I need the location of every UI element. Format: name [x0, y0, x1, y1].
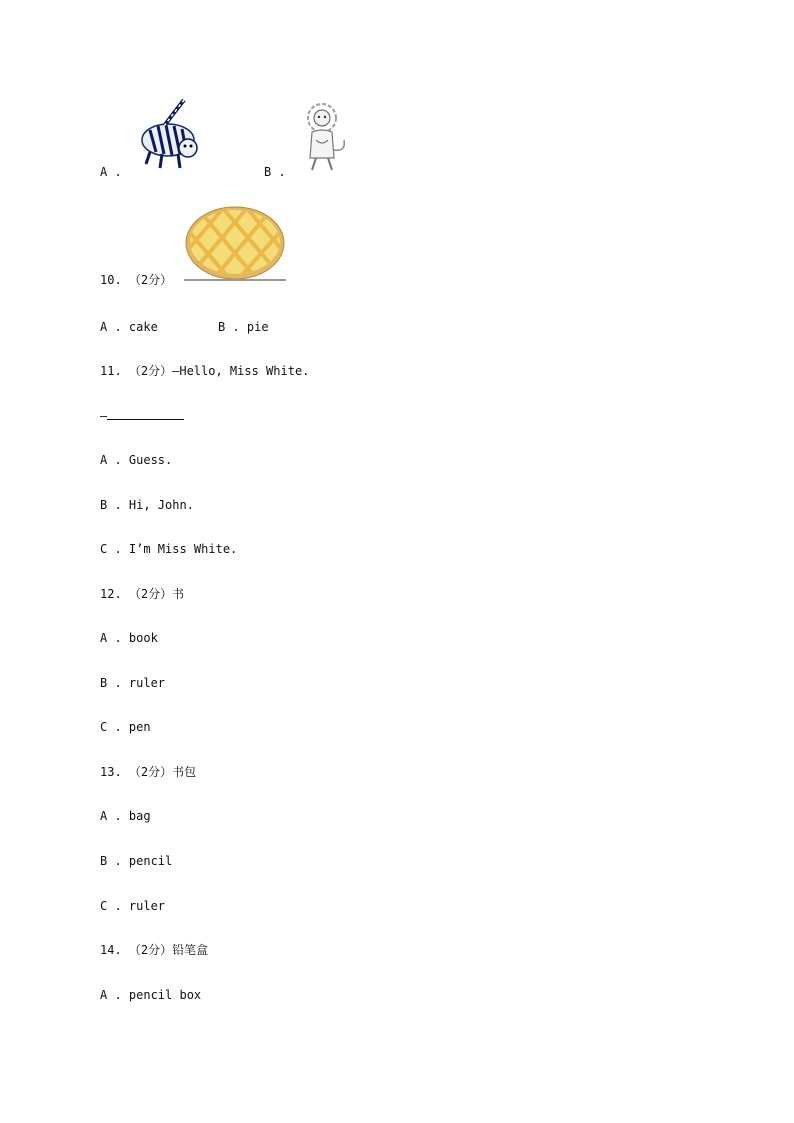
q13-option-a[interactable]: A . bag	[100, 809, 151, 823]
q9-option-a-label[interactable]: A .	[100, 165, 122, 179]
q11-option-b[interactable]: B . Hi, John.	[100, 498, 194, 512]
q11-answer-blank[interactable]	[100, 408, 184, 424]
pie-image	[184, 204, 286, 282]
q13-option-b[interactable]: B . pencil	[100, 854, 173, 868]
q9-option-b-label[interactable]: B .	[264, 165, 286, 179]
q11-option-a[interactable]: A . Guess.	[100, 453, 173, 467]
q10-prompt: 10. （2分）	[100, 273, 173, 287]
q12-option-a[interactable]: A . book	[100, 631, 158, 645]
q12-prompt: 12. （2分）书	[100, 587, 185, 601]
answer-dash: —	[100, 409, 108, 423]
q14-prompt: 14. （2分）铅笔盒	[100, 943, 209, 957]
q14-option-a[interactable]: A . pencil box	[100, 988, 202, 1002]
blank-line[interactable]	[107, 409, 184, 420]
q10-option-b[interactable]: B . pie	[218, 320, 269, 334]
q11-option-c[interactable]: C . I’m Miss White.	[100, 542, 238, 556]
q12-option-c[interactable]: C . pen	[100, 720, 151, 734]
q13-option-c[interactable]: C . ruler	[100, 899, 166, 913]
tiger-image	[128, 96, 200, 172]
lion-image	[292, 100, 352, 174]
q12-option-b[interactable]: B . ruler	[100, 676, 166, 690]
q13-prompt: 13. （2分）书包	[100, 765, 197, 779]
q10-option-a[interactable]: A . cake	[100, 320, 158, 334]
q11-prompt: 11. （2分）—Hello, Miss White.	[100, 364, 310, 378]
